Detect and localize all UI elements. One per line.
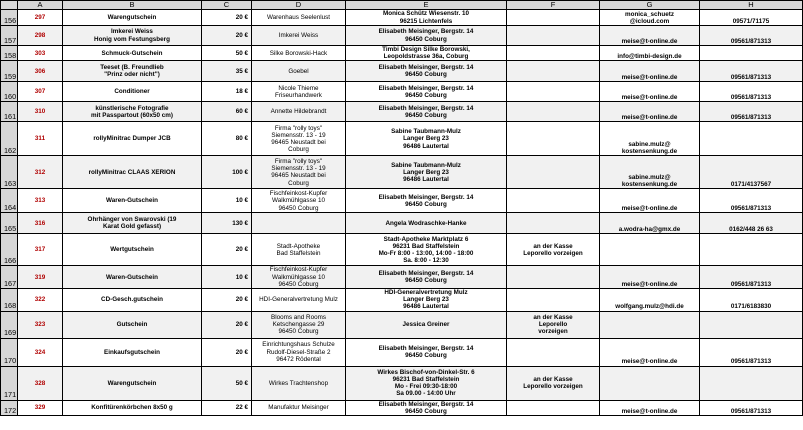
cell-b[interactable]: Einkaufsgutschein xyxy=(63,338,202,366)
cell-f[interactable] xyxy=(507,156,600,189)
cell-b[interactable]: rollyMinitrac Dumper JCB xyxy=(63,122,202,156)
cell-f[interactable] xyxy=(507,189,600,213)
cell-a[interactable]: 316 xyxy=(18,213,63,234)
cell-c[interactable]: 60 € xyxy=(202,102,252,122)
cell-a[interactable]: 317 xyxy=(18,234,63,266)
cell-e[interactable]: Elisabeth Meisinger, Bergstr. 14 96450 Coburg xyxy=(346,189,507,213)
cell-h[interactable]: 09561/871313 xyxy=(700,400,803,415)
cell-f[interactable] xyxy=(507,338,600,366)
column-header[interactable]: G xyxy=(600,1,700,10)
cell-d[interactable]: Imkerei Weiss xyxy=(252,26,346,46)
cell-d[interactable]: Warenhaus Seelenlust xyxy=(252,10,346,26)
cell-e[interactable]: Elisabeth Meisinger, Bergstr. 14 96450 Coburg xyxy=(346,266,507,289)
cell-h[interactable] xyxy=(700,366,803,400)
cell-g[interactable]: meise@t-online.de xyxy=(600,82,700,102)
cell-b[interactable]: Conditioner xyxy=(63,82,202,102)
row-number[interactable]: 157 xyxy=(1,26,18,46)
table-body xyxy=(1,10,803,416)
cell-h[interactable]: 09561/871313 xyxy=(700,61,803,82)
column-header[interactable]: C xyxy=(202,1,252,10)
table-row xyxy=(1,338,803,366)
cell-c[interactable]: 22 € xyxy=(202,400,252,415)
cell-b[interactable]: Warengutschein xyxy=(63,10,202,26)
cell-c[interactable]: 20 € xyxy=(202,311,252,338)
cell-f[interactable] xyxy=(507,122,600,156)
cell-d[interactable]: Fischfeinkost-Kupfer Walkmühlgasse 10 96450 Coburg xyxy=(252,266,346,289)
cell-a[interactable]: 322 xyxy=(18,289,63,312)
cell-h[interactable]: 09561/871313 xyxy=(700,266,803,289)
cell-g[interactable] xyxy=(600,366,700,400)
cell-a[interactable]: 310 xyxy=(18,102,63,122)
cell-h[interactable]: 09561/871313 xyxy=(700,102,803,122)
cell-d[interactable]: Annette Hildebrandt xyxy=(252,102,346,122)
cell-g[interactable]: meise@t-online.de xyxy=(600,266,700,289)
cell-d[interactable]: Goebel xyxy=(252,61,346,82)
cell-c[interactable]: 50 € xyxy=(202,46,252,61)
cell-e[interactable]: Angela Wodraschke-Hanke xyxy=(346,213,507,234)
cell-e[interactable]: Stadt-Apotheke Marktplatz 6 96231 Bad Staffelstein Mo-Fr 8:00 - 13:00, 14:00 - 18:00 Sa. 8:00 - 12:30 xyxy=(346,234,507,266)
cell-g[interactable]: info@timbi-design.de xyxy=(600,46,700,61)
table-row xyxy=(1,26,803,46)
cell-h[interactable]: 0171/4137567 xyxy=(700,156,803,189)
cell-g[interactable]: meise@t-online.de xyxy=(600,338,700,366)
cell-b[interactable]: Schmuck-Gutschein xyxy=(63,46,202,61)
cell-c[interactable]: 80 € xyxy=(202,122,252,156)
cell-h[interactable] xyxy=(700,46,803,61)
row-number[interactable]: 164 xyxy=(1,189,18,213)
cell-d[interactable] xyxy=(252,213,346,234)
cell-b[interactable]: Waren-Gutschein xyxy=(63,266,202,289)
cell-d[interactable]: Blooms and Rooms Ketschengasse 29 96450 Coburg xyxy=(252,311,346,338)
cell-b[interactable]: Gutschein xyxy=(63,311,202,338)
cell-d[interactable]: Nicole Thieme Friseurhandwerk xyxy=(252,82,346,102)
cell-e[interactable]: Elisabeth Meisinger, Bergstr. 14 96450 Coburg xyxy=(346,26,507,46)
cell-a[interactable]: 311 xyxy=(18,122,63,156)
cell-a[interactable]: 297 xyxy=(18,10,63,26)
cell-c[interactable]: 20 € xyxy=(202,289,252,312)
cell-a[interactable]: 323 xyxy=(18,311,63,338)
cell-b[interactable]: Ohrhänger von Swarovski (19 Karat Gold gefasst) xyxy=(63,213,202,234)
row-number[interactable]: 166 xyxy=(1,234,18,266)
cell-e[interactable]: Jessica Greiner xyxy=(346,311,507,338)
table-row xyxy=(1,82,803,102)
cell-h[interactable] xyxy=(700,311,803,338)
cell-g[interactable]: meise@t-online.de xyxy=(600,189,700,213)
cell-e[interactable]: Elisabeth Meisinger, Bergstr. 14 96450 Coburg xyxy=(346,82,507,102)
cell-c[interactable]: 100 € xyxy=(202,156,252,189)
cell-f[interactable] xyxy=(507,102,600,122)
cell-a[interactable]: 319 xyxy=(18,266,63,289)
cell-b[interactable]: Warengutschein xyxy=(63,366,202,400)
table-row xyxy=(1,266,803,289)
corner-cell[interactable] xyxy=(1,1,18,10)
cell-d[interactable]: Firma "rolly toys" Siemensstr. 13 - 19 96465 Neustadt bei Coburg xyxy=(252,156,346,189)
row-number[interactable]: 161 xyxy=(1,102,18,122)
cell-h[interactable]: 09571/71175 xyxy=(700,10,803,26)
cell-h[interactable]: 09561/871313 xyxy=(700,82,803,102)
column-header[interactable]: E xyxy=(346,1,507,10)
cell-f[interactable] xyxy=(507,26,600,46)
cell-h[interactable] xyxy=(700,234,803,266)
cell-e[interactable]: Elisabeth Meisinger, Bergstr. 14 96450 Coburg xyxy=(346,102,507,122)
cell-b[interactable]: CD-Gesch.gutschein xyxy=(63,289,202,312)
table-row xyxy=(1,213,803,234)
cell-f[interactable] xyxy=(507,400,600,415)
cell-a[interactable]: 303 xyxy=(18,46,63,61)
cell-b[interactable]: rollyMinitrac CLAAS XERION xyxy=(63,156,202,189)
row-number[interactable]: 162 xyxy=(1,122,18,156)
table-row xyxy=(1,289,803,312)
cell-c[interactable]: 20 € xyxy=(202,338,252,366)
cell-g[interactable]: meise@t-online.de xyxy=(600,102,700,122)
table-row xyxy=(1,10,803,26)
table-row xyxy=(1,189,803,213)
cell-c[interactable]: 10 € xyxy=(202,266,252,289)
cell-e[interactable]: Elisabeth Meisinger, Bergstr. 14 96450 Coburg xyxy=(346,400,507,415)
table-row xyxy=(1,61,803,82)
column-header[interactable]: H xyxy=(700,1,803,10)
cell-e[interactable]: Timbi Design Silke Borowski, Leopoldstrasse 36a, Coburg xyxy=(346,46,507,61)
column-header[interactable]: F xyxy=(507,1,600,10)
cell-e[interactable]: Wirkes Bischof-von-Dinkel-Str. 6 96231 Bad Staffelstein Mo - Frei 09:30-18:00 Sa 09.00 - 14:00 Uhr xyxy=(346,366,507,400)
cell-d[interactable]: Silke Borowski-Hack xyxy=(252,46,346,61)
cell-b[interactable]: Wertgutschein xyxy=(63,234,202,266)
cell-e[interactable]: Sabine Taubmann-Mulz Langer Berg 23 96486 Lautertal xyxy=(346,156,507,189)
cell-f[interactable] xyxy=(507,213,600,234)
cell-h[interactable]: 0171/6183830 xyxy=(700,289,803,312)
cell-g[interactable]: a.wodra-ha@gmx.de xyxy=(600,213,700,234)
cell-c[interactable]: 20 € xyxy=(202,234,252,266)
cell-c[interactable]: 18 € xyxy=(202,82,252,102)
cell-h[interactable]: 09561/871313 xyxy=(700,338,803,366)
cell-h[interactable]: 09561/871313 xyxy=(700,26,803,46)
row-number[interactable]: 171 xyxy=(1,366,18,400)
row-number[interactable]: 165 xyxy=(1,213,18,234)
cell-b[interactable]: Konfitürenkörbchen 8x50 g xyxy=(63,400,202,415)
cell-a[interactable]: 328 xyxy=(18,366,63,400)
column-header[interactable]: D xyxy=(252,1,346,10)
cell-f[interactable] xyxy=(507,289,600,312)
cell-b[interactable]: Teeset (B. Freundlieb "Prinz oder nicht") xyxy=(63,61,202,82)
row-number[interactable]: 158 xyxy=(1,46,18,61)
table-row xyxy=(1,366,803,400)
cell-d[interactable]: Wirkes Trachtenshop xyxy=(252,366,346,400)
cell-g[interactable]: meise@t-online.de xyxy=(600,26,700,46)
table-row xyxy=(1,234,803,266)
cell-f[interactable]: an der Kasse Leporello vorzeigen xyxy=(507,234,600,266)
cell-b[interactable]: Waren-Gutschein xyxy=(63,189,202,213)
cell-f[interactable] xyxy=(507,61,600,82)
cell-a[interactable]: 298 xyxy=(18,26,63,46)
cell-a[interactable]: 312 xyxy=(18,156,63,189)
cell-f[interactable] xyxy=(507,266,600,289)
cell-f[interactable] xyxy=(507,46,600,61)
cell-c[interactable]: 20 € xyxy=(202,26,252,46)
column-header-row xyxy=(1,1,803,10)
cell-e[interactable]: Elisabeth Meisinger, Bergstr. 14 96450 Coburg xyxy=(346,61,507,82)
cell-g[interactable]: sabine.mulz@ kostensenkung.de xyxy=(600,156,700,189)
row-number[interactable]: 169 xyxy=(1,311,18,338)
table-row xyxy=(1,311,803,338)
table-row xyxy=(1,156,803,189)
cell-f[interactable] xyxy=(507,10,600,26)
cell-g[interactable] xyxy=(600,311,700,338)
table-row xyxy=(1,102,803,122)
row-number[interactable]: 172 xyxy=(1,400,18,415)
cell-d[interactable]: Fischfeinkost-Kupfer Walkmühlgasse 10 96450 Coburg xyxy=(252,189,346,213)
cell-c[interactable]: 50 € xyxy=(202,366,252,400)
table-row xyxy=(1,400,803,415)
cell-h[interactable] xyxy=(700,122,803,156)
cell-e[interactable]: Sabine Taubmann-Mulz Langer Berg 23 96486 Lautertal xyxy=(346,122,507,156)
cell-g[interactable]: meise@t-online.de xyxy=(600,61,700,82)
row-number[interactable]: 159 xyxy=(1,61,18,82)
cell-c[interactable]: 35 € xyxy=(202,61,252,82)
cell-f[interactable]: an der Kasse Leporello vorzeigen xyxy=(507,366,600,400)
cell-a[interactable]: 306 xyxy=(18,61,63,82)
cell-c[interactable]: 20 € xyxy=(202,10,252,26)
cell-c[interactable]: 130 € xyxy=(202,213,252,234)
cell-a[interactable]: 307 xyxy=(18,82,63,102)
row-number[interactable]: 167 xyxy=(1,266,18,289)
cell-d[interactable]: Firma "rolly toys" Siemensstr. 13 - 19 96465 Neustadt bei Coburg xyxy=(252,122,346,156)
cell-b[interactable]: Imkerei Weiss Honig vom Festungsberg xyxy=(63,26,202,46)
cell-d[interactable]: Manufaktur Meisinger xyxy=(252,400,346,415)
cell-a[interactable]: 324 xyxy=(18,338,63,366)
row-number[interactable]: 170 xyxy=(1,338,18,366)
column-header[interactable]: A xyxy=(18,1,63,10)
table-row xyxy=(1,122,803,156)
cell-g[interactable]: meise@t-online.de xyxy=(600,400,700,415)
cell-h[interactable]: 0162/448 26 63 xyxy=(700,213,803,234)
cell-d[interactable]: Stadt-Apotheke Bad Staffelstein xyxy=(252,234,346,266)
cell-f[interactable] xyxy=(507,82,600,102)
cell-d[interactable]: HDI-Generalvertretung Mulz xyxy=(252,289,346,312)
row-number[interactable]: 163 xyxy=(1,156,18,189)
cell-g[interactable]: wolfgang.mulz@hdi.de xyxy=(600,289,700,312)
cell-e[interactable]: HDI-Generalvertretung Mulz Langer Berg 23 96486 Lautertal xyxy=(346,289,507,312)
row-number[interactable]: 160 xyxy=(1,82,18,102)
cell-e[interactable]: Elisabeth Meisinger, Bergstr. 14 96450 Coburg xyxy=(346,338,507,366)
cell-d[interactable]: Einrichtungshaus Schulze Rudolf-Diesel-Straße 2 96472 Rödental xyxy=(252,338,346,366)
row-number[interactable]: 168 xyxy=(1,289,18,312)
cell-g[interactable]: monica_schuetz @icloud.com xyxy=(600,10,700,26)
cell-a[interactable]: 313 xyxy=(18,189,63,213)
cell-g[interactable] xyxy=(600,234,700,266)
cell-f[interactable]: an der Kasse Leporello vorzeigen xyxy=(507,311,600,338)
column-header[interactable]: B xyxy=(63,1,202,10)
cell-b[interactable]: künstlerische Fotografie mit Passpartout (60x50 cm) xyxy=(63,102,202,122)
row-number[interactable]: 156 xyxy=(1,10,18,26)
cell-a[interactable]: 329 xyxy=(18,400,63,415)
cell-g[interactable]: sabine.mulz@ kostensenkung.de xyxy=(600,122,700,156)
table-row xyxy=(1,46,803,61)
cell-c[interactable]: 10 € xyxy=(202,189,252,213)
cell-h[interactable]: 09561/871313 xyxy=(700,189,803,213)
cell-e[interactable]: Monica Schütz Wiesenstr. 10 96215 Lichtenfels xyxy=(346,10,507,26)
